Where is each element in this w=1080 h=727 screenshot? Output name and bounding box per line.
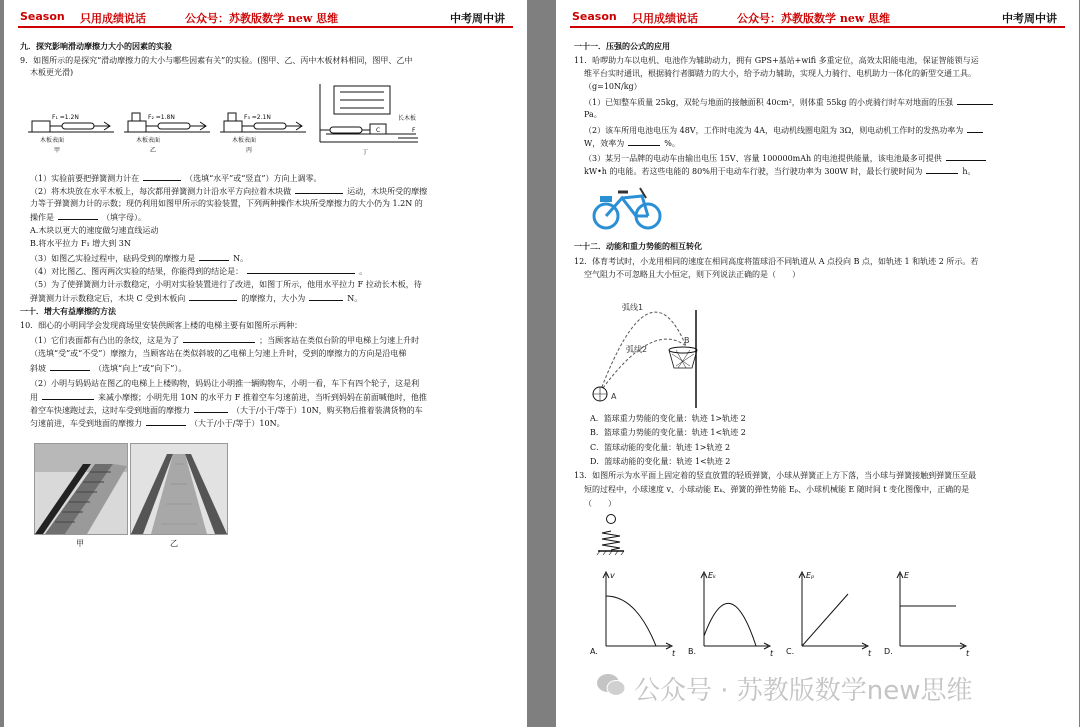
photo-label-yi: 乙: [170, 539, 178, 548]
header-account: 公众号：苏教版数学 new 思维: [185, 12, 339, 25]
q9-part4: （4）对比图乙、图丙两次实验的结果，你能得到的结论是： 。: [30, 267, 368, 276]
q11-part3: （3）某另一品牌的电动车由输出电压 15V、容量 100000mAh 的电池提供能量，该电池最多可提供: [584, 152, 990, 164]
header-season: Season: [572, 10, 617, 23]
page-header: [18, 8, 513, 28]
q12-option-a: A．篮球重力势能的变化量：轨迹 1>轨迹 2: [590, 414, 746, 423]
graph-c-option: C.: [786, 647, 795, 656]
fig9-surface-1: 木板表面: [40, 137, 65, 144]
header-season: Season: [20, 10, 65, 23]
q9-part2-line2: 力等于弹簧测力计的示数；现仍利用如图甲所示的实验装置，下列两种操作木块所受摩擦力的大小仍为 1.2N 的: [30, 199, 423, 208]
q10-part2-line4: 匀速前进，车受到地面的摩擦力 （大于/小于/等于）10N。: [30, 419, 285, 428]
photo-label-jia: 甲: [76, 539, 84, 548]
q13-stem-1: 13．如图所示为水平面上固定着的竖直放置的轻质弹簧，小球从弹簧正上方下落，当小球与弹簧接触到弹簧压至最: [574, 471, 977, 480]
fig9-f3: F₃ =2.1N: [244, 114, 271, 121]
wechat-watermark-icon: [596, 672, 626, 698]
graph-a-xlabel: t: [672, 649, 676, 658]
q11-part1-unit: Pa。: [584, 110, 602, 119]
header-topic: 中考周中讲: [1002, 12, 1057, 25]
fig9-label-ding: 丁: [362, 149, 369, 156]
fig9-board-label: 长木板: [398, 115, 417, 122]
graph-a-curve: [606, 596, 656, 646]
q13-stem-3: （ ）: [584, 499, 616, 508]
fig9-f2: F₂ =1.8N: [148, 114, 175, 121]
q12-stem-2: 空气阻力不可忽略且大小恒定，则下列说法正确的是（ ）: [584, 270, 800, 279]
q11-part2: （2）该车所用电池电压为 48V，工作时电流为 4A，电动机线圈电阻为 3Ω，则电动机工作时的发热功率为: [584, 124, 987, 136]
graph-d-xlabel: t: [966, 649, 970, 658]
graph-c-xlabel: t: [868, 649, 872, 658]
q9-option-b: B.将水平拉力 F₁ 增大到 3N: [30, 239, 131, 248]
q12-option-c: C．篮球动能的变化量：轨迹 1>轨迹 2: [590, 443, 731, 452]
section-11-title: 一十一．压强的公式的应用: [574, 41, 670, 51]
q12-stem-1: 12．体育考试时，小龙用相同的速度在相同高度将篮球沿不同轨道从 A 点投向 B 点，如轨迹 1 和轨迹 2 所示。若: [574, 257, 979, 266]
section-10-title: 一十．增大有益摩擦的方法: [20, 306, 116, 316]
fig9-f1: F₁ =1.2N: [52, 114, 79, 121]
q10-part2-line3: 着空车快速跑过去，这时车受到地面的摩擦力 （大于/小于/等于）10N，购买物后推着装满货物的车: [30, 406, 423, 415]
q10-part1: （1）它们表面都有凸出的条纹，这是为了 ；当顾客站在类似台阶的甲电梯上匀速上升时: [30, 336, 420, 345]
page-header-right: [570, 8, 1065, 28]
header-motto: 只用成绩说话: [80, 12, 146, 25]
q9-part3: （3）如图乙实验过程中，砝码受到的摩擦力是 N。: [30, 254, 249, 263]
q9-stem-1: 9．如图所示的是探究“滑动摩擦力的大小与哪些因素有关”的实验。(图甲、乙、丙中木板材料相同，图甲、乙中: [20, 56, 413, 65]
watermark-text: 公众号 · 苏教版数学new思维: [634, 676, 973, 706]
graph-b-option: B.: [688, 647, 697, 656]
q12-option-b: B．篮球重力势能的变化量：轨迹 1<轨迹 2: [590, 428, 746, 437]
q10-part2: （2）小明与妈妈站在图乙的电梯上上楼购物，妈妈让小明推一辆购物车，小明一看，车下有四个轮子，这是利: [30, 379, 420, 388]
q13-stem-2: 短的过程中，小球速度 v、小球动能 Eₖ、弹簧的弹性势能 Eₚ、小球机械能 E 随时间 t 变化图像中，正确的是: [584, 485, 970, 494]
graph-b-curve: [704, 603, 756, 646]
q11-part3-line2: kW•h 的电能。若这些电能的 80%用于电动车行驶，当行驶功率为 300W 时，最长行驶时间为 h。: [584, 167, 976, 176]
arc2-label: 弧线2: [626, 345, 648, 354]
fig9-block-c: C: [376, 127, 381, 134]
graph-a-option: A.: [590, 647, 598, 656]
header-motto: 只用成绩说话: [632, 12, 698, 25]
graph-b-xlabel: t: [770, 649, 774, 658]
fig9-label-bing: 丙: [246, 147, 253, 154]
fig9-label-jia: 甲: [54, 147, 61, 154]
q10-stem: 10．细心的小明同学会发现商场里安装供顾客上楼的电梯主要有如图所示两种：: [20, 321, 303, 330]
fig9-surface-2: 木板表面: [136, 137, 161, 144]
basketball-trajectory-figure: [590, 280, 720, 410]
q11-stem-2: 维平台实时通讯，根据骑行者脚踏力的大小，给予动力辅助，实现人力骑行、电机助力一体化的新型交通工具。: [584, 69, 976, 78]
q9-part5-line2: 弹簧测力计示数稳定后，木块 C 受到木板向 的摩擦力，大小为 N。: [30, 294, 363, 303]
header-topic: 中考周中讲: [450, 12, 505, 25]
q11-part2-line2: W，效率为 %。: [584, 139, 680, 148]
q13-answer-graphs: [586, 566, 986, 658]
left-page: [4, 0, 527, 727]
friction-experiment-figure: [26, 82, 426, 166]
graph-d-ylabel: E: [904, 571, 910, 580]
fig9-surface-3: 木板表面: [232, 137, 257, 144]
q11-part1: （1）已知整车质量 25kg，双轮与地面的接触面积 40cm²，则体重 55kg 的小虎骑行时车对地面的压强: [584, 96, 997, 108]
q9-part2-line3: 操作是 （填字母）。: [30, 213, 146, 222]
point-b-label: B: [684, 336, 690, 345]
arc1-label: 弧线1: [622, 303, 644, 312]
right-page: [556, 0, 1079, 727]
section-9-title: 九．探究影响滑动摩擦力大小的因素的实验: [20, 41, 172, 51]
q10-part1-line3: 斜坡 （选填“向上”或“向下”）。: [30, 364, 187, 373]
escalator-photo-jia: [34, 443, 128, 535]
graph-a-ylabel: v: [610, 571, 615, 580]
point-a-label: A: [611, 392, 617, 401]
fig9-force-f: F: [412, 127, 416, 134]
q10-part1-line2: （选填“受”或“不受”）摩擦力，当顾客站在类似斜坡的乙电梯上匀速上升时，受到的摩擦力的方向是沿电梯: [30, 349, 407, 358]
shared-bicycle-icon: [592, 184, 662, 232]
q9-stem-2: 木板更光滑): [30, 68, 74, 77]
section-12-title: 一十二．动能和重力势能的相互转化: [574, 241, 702, 251]
q9-part2: （2）将木块放在水平木板上，每次都用弹簧测力计沿水平方向拉着木块做 运动，木块所受的摩擦: [30, 187, 428, 196]
fig9-label-yi: 乙: [150, 147, 157, 154]
q9-part5: （5）为了使弹簧测力计示数稳定，小明对实验装置进行了改进，如图丁所示，他用水平拉力 F 拉动长木板，待: [30, 280, 422, 289]
q12-option-d: D．篮球动能的变化量：轨迹 1<轨迹 2: [590, 457, 731, 466]
header-account: 公众号：苏教版数学 new 思维: [737, 12, 891, 25]
spring-ball-figure: [596, 513, 626, 557]
q9-option-a: A.木块以更大的速度做匀速直线运动: [30, 226, 159, 235]
escalator-photo-yi: [130, 443, 228, 535]
q10-part2-line2: 用 来减小摩擦；小明先用 10N 的水平力 F 推着空车匀速前进，当听到妈妈在前面喊他时，他推: [30, 393, 427, 402]
graph-c-ylabel: Eₚ: [806, 571, 815, 580]
graph-d-option: D.: [884, 647, 893, 656]
q11-stem-3: （g=10N/kg）: [584, 82, 642, 91]
q9-part1: （1）实验前要把弹簧测力计在 （选填“水平”或“竖直”）方向上调零。: [30, 174, 322, 183]
graph-c-line: [802, 594, 848, 646]
q11-stem-1: 11．哈啰助力车以电机、电池作为辅助动力，拥有 GPS+基站+wifi 多重定位，高效太阳能电池，保证智能锁与运: [574, 56, 979, 65]
graph-b-ylabel: Eₖ: [708, 571, 717, 580]
